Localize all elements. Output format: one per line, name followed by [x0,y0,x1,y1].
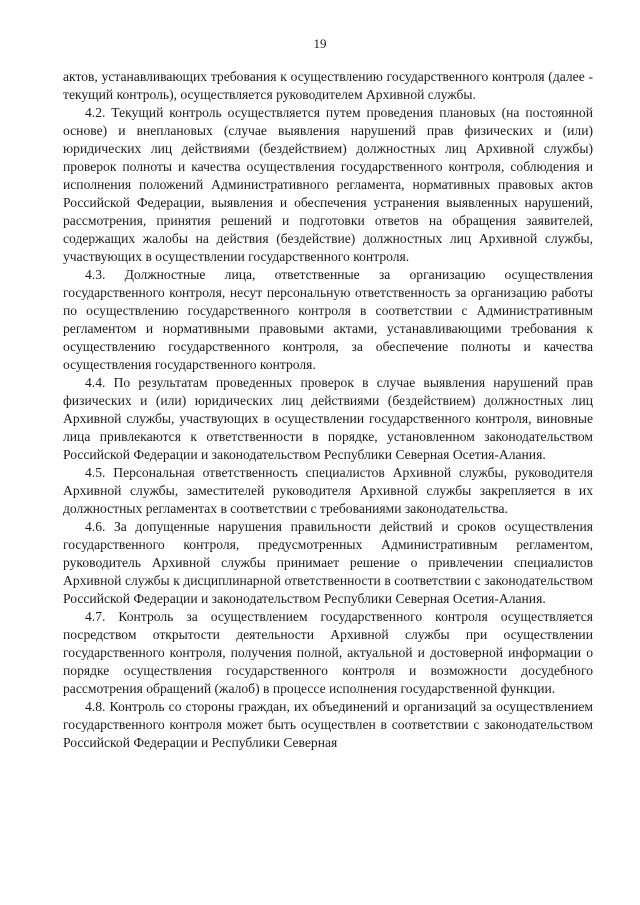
paragraph-4-8: 4.8. Контроль со стороны граждан, их объединений и организаций за осуществлением государственного контроля может быть осуществлен в соответствии с законодательством Российской Федерации и Республики Северная [63,699,593,750]
paragraph-4-6: 4.6. За допущенные нарушения правильности действий и сроков осуществления государственного контроля, предусмотренных Административным регламентом, руководитель Архивной службы принимает решение о привлечении специалистов Архивной службы к дисциплинарной ответственности в соответствии с законодательством Российской Федерации и законодательством Республики Северная Осетия-Алания. [63,519,593,606]
paragraph-continuation: актов, устанавливающих требования к осуществлению государственного контроля (далее - текущий контроль), осуществляется руководителем Архивной службы. [63,69,593,102]
paragraph-4-2: 4.2. Текущий контроль осуществляется путем проведения плановых (на постоянной основе) и внеплановых (случае выявления нарушений прав физических и (или) юридических лиц действиями (бездействием) должностных лиц Архивной службы) проверок полноты и качества осуществления государственного контроля, соблюдения и исполнения положений Административного регламента, нормативных правовых актов Российской Федерации, выявления и обеспечения устранения выявленных нарушений, рассмотрения, принятия решений и подготовки ответов на обращения заявителей, содержащих жалобы на действия (бездействие) должностных лиц Архивной службы, участвующих в осуществлении государственного контроля. [63,105,593,264]
paragraph-4-3: 4.3. Должностные лица, ответственные за организацию осуществления государственного контроля, несут персональную ответственность за организацию работы по осуществлению государственного контроля в соответствии с Административным регламентом и нормативными правовыми актами, устанавливающими требования к осуществлению государственного контроля, за обеспечение полноты и качества осуществления государственного контроля. [63,267,593,372]
paragraph-4-5: 4.5. Персональная ответственность специалистов Архивной службы, руководителя Архивной службы, заместителей руководителя Архивной службы закрепляется в их должностных регламентах в соответствии с требованиями законодательства. [63,465,593,516]
paragraph-4-7: 4.7. Контроль за осуществлением государственного контроля осуществляется посредством открытости деятельности Архивной службы при осуществлении государственного контроля, получения полной, актуальной и достоверной информации о порядке осуществления государственного контроля и возможности досудебного рассмотрения обращений (жалоб) в процессе исполнения государственной функции. [63,609,593,696]
document-body [63,68,593,752]
paragraph-4-4: 4.4. По результатам проведенных проверок в случае выявления нарушений прав физических и (или) юридических лиц действиями (бездействием) должностных лиц Архивной службы, участвующих в осуществлении государственного контроля, виновные лица привлекаются к ответственности в порядке, установленном законодательством Российской Федерации и законодательством Республики Северная Осетия-Алания. [63,375,593,462]
page-number: 19 [313,36,327,51]
